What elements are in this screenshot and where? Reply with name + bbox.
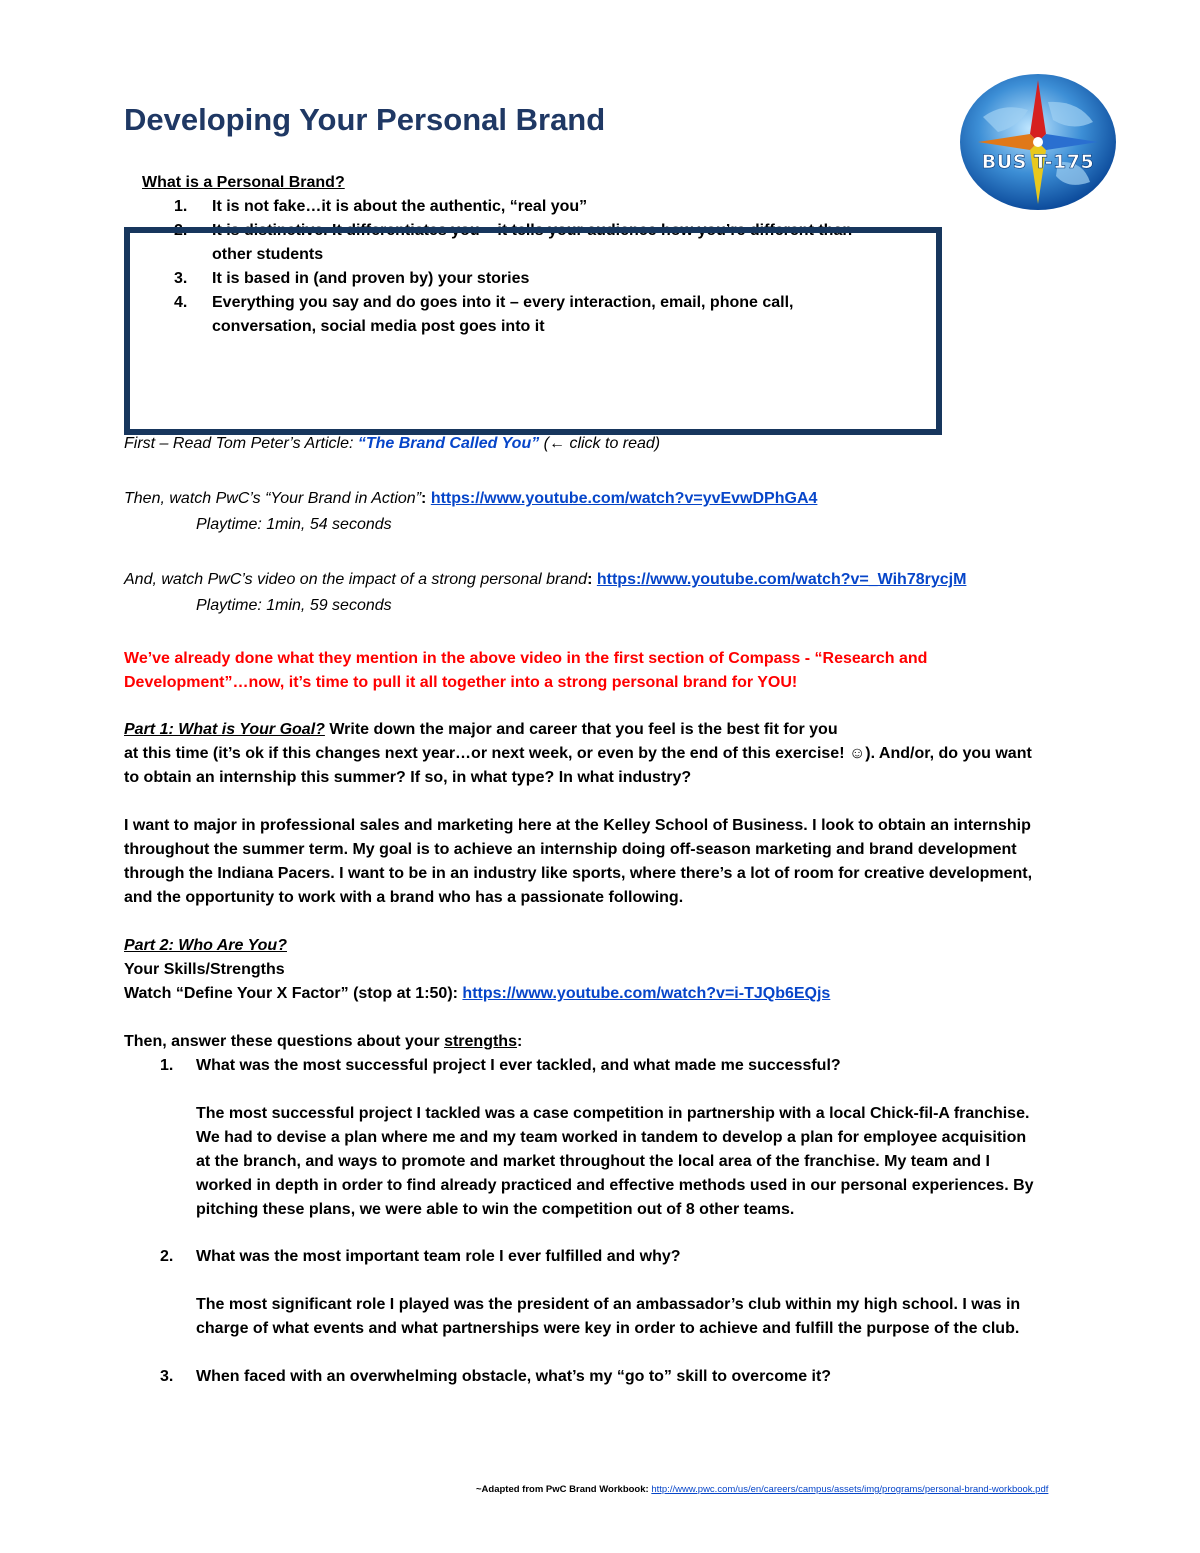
answer-line: pitching these plans, we were able to win the competition out of 8 other teams.: [196, 1201, 795, 1218]
answer-line: charge of what events and what partnerships were key in order to achieve and fulfill the purpose of the club.: [196, 1320, 1020, 1337]
list-text: It is based in (and proven by) your stories: [212, 270, 530, 287]
page-title: Developing Your Personal Brand: [124, 102, 606, 137]
answer-line: at the branch, and ways to promote and market throughout the local area of the franchise. My team and I: [196, 1153, 990, 1170]
part1-line-3: to obtain an internship this summer? If so, in what type? In what industry?: [124, 769, 692, 786]
strengths-keyword: strengths: [444, 1033, 517, 1050]
strong-brand-link[interactable]: https://www.youtube.com/watch?v=_Wih78rycjM: [596, 571, 967, 588]
answer-box: [124, 227, 942, 435]
answer-line: worked in depth in order to find already practiced and effective methods used in our personal experiences. By: [196, 1177, 1034, 1194]
watch-strong-brand-line: [124, 568, 966, 592]
course-logo: [958, 72, 1118, 212]
list-number: 3.: [174, 270, 188, 287]
playtime-1: Playtime: 1min, 54 seconds: [196, 516, 392, 533]
list-text: It is not fake…it is about the authentic, “real you”: [212, 198, 588, 215]
answer-line: We had to devise a plan where me and my team worked in tandem to develop a plan for employee acquisition: [196, 1129, 1027, 1146]
watch-brand-in-action-line: [124, 487, 817, 511]
part2-heading: Part 2: Who Are You?: [124, 937, 287, 954]
answer-line: throughout the summer term. My goal is to achieve an internship doing off-season marketing and brand development: [124, 841, 1017, 858]
part1-heading: Part 1: What is Your Goal?: [124, 721, 325, 738]
question-number: 2.: [160, 1248, 174, 1265]
question-text: What was the most important team role I ever fulfilled and why?: [196, 1248, 681, 1265]
watch-colon: :: [421, 490, 431, 507]
compass-note-line-2: Development”…now, it’s time to pull it all together into a strong personal brand for YOU!: [124, 674, 798, 691]
question-number: 1.: [160, 1057, 174, 1074]
strengths-intro: [124, 1030, 522, 1054]
answer-line: The most significant role I played was the president of an ambassador’s club within my high school. I was in: [196, 1296, 1021, 1313]
x-factor-line: [124, 982, 830, 1006]
watch-colon: :: [587, 571, 597, 588]
answer-line: I want to major in professional sales and marketing here at the Kelley School of Business. I look to obtain an internship: [124, 817, 1031, 834]
list-text: conversation, social media post goes into it: [212, 318, 545, 335]
list-number: 4.: [174, 294, 188, 311]
list-number: 2.: [174, 222, 188, 239]
logo-text: BUS T-175: [981, 151, 1095, 173]
answer-line: through the Indiana Pacers. I want to be in an industry like sports, where there’s a lot of room for creative development,: [124, 865, 1033, 882]
brand-in-action-link[interactable]: https://www.youtube.com/watch?v=yvEvwDPhGA4: [430, 490, 818, 507]
playtime-2: Playtime: 1min, 59 seconds: [196, 597, 392, 614]
footer-workbook-link[interactable]: http://www.pwc.com/us/en/careers/campus/assets/img/programs/personal-brand-workbook.pdf: [651, 1484, 1049, 1495]
part1-text: Write down the major and career that you feel is the best fit for you: [324, 721, 838, 738]
strengths-suffix: :: [516, 1033, 523, 1050]
answer-line: The most successful project I tackled was a case competition in partnership with a local Chick-fil-A franchise.: [196, 1105, 1030, 1122]
compass-note-line-1: We’ve already done what they mention in the above video in the first section of Compass - “Research and: [124, 650, 928, 667]
footer-attribution: [476, 1484, 1048, 1496]
question-number: 3.: [160, 1368, 174, 1385]
question-text: When faced with an overwhelming obstacle, what’s my “go to” skill to overcome it?: [196, 1368, 832, 1385]
read-article-line: [124, 432, 660, 456]
read-article-suffix: (← click to read): [539, 435, 661, 452]
watch-prefix: Then, watch PwC’s “Your Brand in Action”: [124, 490, 422, 507]
part1-line-2: at this time (it’s ok if this changes next year…or next week, or even by the end of this exercise! ☺). And/or, do you want: [124, 745, 1032, 762]
part1-line-1: [124, 718, 838, 742]
personal-brand-heading: What is a Personal Brand?: [142, 174, 345, 191]
question-text: What was the most successful project I ever tackled, and what made me successful?: [196, 1057, 841, 1074]
skills-subheading: Your Skills/Strengths: [124, 961, 285, 978]
article-link[interactable]: “The Brand Called You”: [357, 435, 540, 452]
watch-prefix: And, watch PwC’s video on the impact of a strong personal brand: [124, 571, 588, 588]
list-text: It is distinctive. It differentiates you – it tells your audience how you’re different than: [212, 222, 853, 239]
list-number: 1.: [174, 198, 188, 215]
strengths-prefix: Then, answer these questions about your: [124, 1033, 445, 1050]
x-factor-link[interactable]: https://www.youtube.com/watch?v=i-TJQb6EQjs: [462, 985, 831, 1002]
list-text: other students: [212, 246, 324, 263]
globe-compass-icon: [958, 72, 1118, 212]
list-text: Everything you say and do goes into it – every interaction, email, phone call,: [212, 294, 794, 311]
read-article-prefix: First – Read Tom Peter’s Article:: [124, 435, 358, 452]
x-factor-prefix: Watch “Define Your X Factor” (stop at 1:50):: [124, 985, 463, 1002]
footer-prefix: ~Adapted from PwC Brand Workbook:: [476, 1484, 652, 1495]
answer-line: and the opportunity to work with a brand who has a passionate following.: [124, 889, 684, 906]
